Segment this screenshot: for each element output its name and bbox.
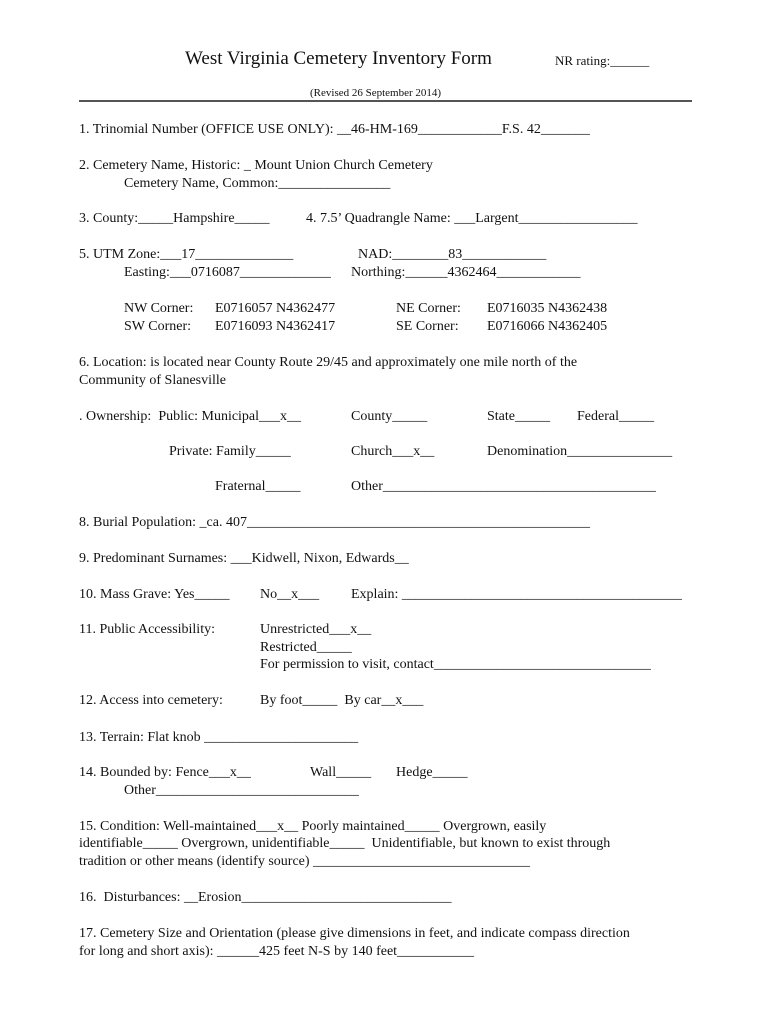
bounded-fence: 14. Bounded by: Fence___x__ (79, 765, 251, 780)
burial-population: 8. Burial Population: _ca. 407_________________________________________________ (79, 515, 590, 530)
accessibility-unrestricted: Unrestricted___x__ (260, 622, 372, 637)
form-title: West Virginia Cemetery Inventory Form (185, 48, 492, 69)
northing-field: Northing:______4362464____________ (351, 265, 581, 280)
mass-grave-explain: Explain: ________________________________________ (351, 587, 682, 602)
ownership-federal: Federal_____ (577, 409, 654, 424)
condition-line-3: tradition or other means (identify source) _______________________________ (79, 854, 531, 869)
size-orientation-line-1: 17. Cemetery Size and Orientation (please give dimensions in feet, and indicate compass direction (79, 926, 630, 941)
county-field: 3. County:_____Hampshire_____ (79, 211, 270, 226)
quadrangle-field: 4. 7.5’ Quadrangle Name: ___Largent_________________ (306, 211, 638, 226)
cemetery-name-historic: 2. Cemetery Name, Historic: _ Mount Union Church Cemetery (79, 158, 433, 173)
condition-line-2: identifiable_____ Overgrown, unidentifiable_____ Unidentifiable, but known to exist through (79, 836, 611, 851)
ownership-fraternal: Fraternal_____ (215, 479, 301, 494)
ownership-county: County_____ (351, 409, 428, 424)
ownership-church: Church___x__ (351, 444, 435, 459)
ownership-other: Other_______________________________________ (351, 479, 656, 494)
header-divider (79, 100, 692, 102)
size-orientation-line-2: for long and short axis): ______425 feet N-S by 140 feet___________ (79, 944, 475, 959)
mass-grave-yes: 10. Mass Grave: Yes_____ (79, 587, 230, 602)
nad-field: NAD:________83____________ (358, 247, 547, 262)
condition-line-1: 15. Condition: Well-maintained___x__ Poorly maintained_____ Overgrown, easily (79, 819, 547, 834)
ne-corner-label: NE Corner: (396, 301, 461, 316)
trinomial-number: 1. Trinomial Number (OFFICE USE ONLY): __46-HM-169____________F.S. 42_______ (79, 122, 590, 137)
se-corner-value: E0716066 N4362405 (487, 319, 608, 334)
ownership-municipal: . Ownership: Public: Municipal___x__ (79, 409, 302, 424)
predominant-surnames: 9. Predominant Surnames: ___Kidwell, Nixon, Edwards__ (79, 551, 409, 566)
nr-rating: NR rating:______ (555, 53, 650, 68)
mass-grave-no: No__x___ (260, 587, 320, 602)
location-line-1: 6. Location: is located near County Route 29/45 and approximately one mile north of the (79, 355, 578, 370)
bounded-wall: Wall_____ (310, 765, 372, 780)
nw-corner-value: E0716057 N4362477 (215, 301, 336, 316)
public-accessibility-label: 11. Public Accessibility: (79, 622, 215, 637)
disturbances-field: 16. Disturbances: __Erosion______________________________ (79, 890, 452, 905)
terrain-field: 13. Terrain: Flat knob ______________________ (79, 730, 359, 745)
access-options: By foot_____ By car__x___ (260, 693, 424, 708)
sw-corner-value: E0716093 N4362417 (215, 319, 336, 334)
ne-corner-value: E0716035 N4362438 (487, 301, 608, 316)
ownership-denomination: Denomination_______________ (487, 444, 673, 459)
location-line-2: Community of Slanesville (79, 373, 226, 388)
ownership-family: Private: Family_____ (169, 444, 291, 459)
bounded-hedge: Hedge_____ (396, 765, 468, 780)
access-label: 12. Access into cemetery: (79, 693, 223, 708)
accessibility-contact: For permission to visit, contact_______________________________ (260, 657, 651, 672)
easting-field: Easting:___0716087_____________ (124, 265, 331, 280)
bounded-other: Other_____________________________ (124, 783, 359, 798)
cemetery-name-common: Cemetery Name, Common:________________ (124, 176, 391, 191)
utm-zone-field: 5. UTM Zone:___17______________ (79, 247, 294, 262)
sw-corner-label: SW Corner: (124, 319, 192, 334)
revision-date: (Revised 26 September 2014) (310, 87, 442, 99)
nw-corner-label: NW Corner: (124, 301, 194, 316)
accessibility-restricted: Restricted_____ (260, 640, 352, 655)
se-corner-label: SE Corner: (396, 319, 459, 334)
ownership-state: State_____ (487, 409, 550, 424)
